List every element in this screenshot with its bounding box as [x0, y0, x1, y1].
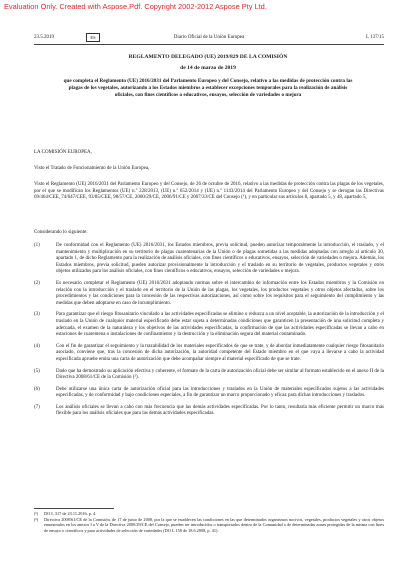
footnote-number: (¹) — [34, 511, 39, 516]
visto-regulation: Visto el Reglamento (UE) 2016/2031 del Parlamento Europeo y del Consejo, de 26 de octubre de 2016, relativo a las medidas de protección contra las plagas de los vegetales, por el que se modifican los Reglamentos (UE) n.º 228/2013, (UE) n.º 652/2014 y (UE) n.º 1143/2014 del Parlamento Europeo y del Consejo y se derogan las Directivas 69/464/CEE, 74/647/CEE, 93/85/CEE, 98/57/CE, 2000/29/CE, 2006/91/CE y 2007/33/CE del Consejo (¹), y en particular sus artículos 8, apartado 5, y 48, apartado 5, — [34, 182, 384, 201]
recital-item — [34, 281, 384, 307]
recital-number: (2) — [34, 280, 40, 286]
recital-number: (4) — [34, 343, 40, 349]
recital-text: Debe utilizarse una única carta de autorización oficial para las introducciones y traslados en la Unión de materiales especificados sujetos a las actividades especificadas, y de conformidad y bajo condiciones especiales, a fin de garantizar un marco proporcionado y eficaz para dichas introducciones y traslados. — [56, 386, 384, 399]
regulation-title: REGLAMENTO DELEGADO (UE) 2019/829 DE LA COMISIÓN — [128, 54, 288, 60]
footnote-item — [34, 517, 384, 534]
recital-number: (3) — [34, 312, 40, 318]
footnote-divider — [34, 508, 114, 509]
recital-text: Para garantizar que el riesgo fitosanitario vinculado a las actividades especificadas se elimine o reduzca a un nivel aceptable, la autorización de la introducción y el traslado en la Unión de cualquier material especificado debe estar sujeta a determinadas condiciones que garanticen la presentación de una solicitud completa y adecuada, el examen de la naturaleza y los objetivos de las actividades especificadas, la confirmación de que las actividades especificadas se llevan a cabo en estaciones de cuarentena o instalaciones de confinamiento y la destrucción y la eliminación segura del material contaminado. — [56, 312, 384, 338]
regulation-date: de 14 de marzo de 2019 — [180, 65, 236, 72]
recitals-list — [34, 243, 384, 423]
footnotes — [34, 511, 384, 533]
recital-item — [34, 312, 384, 338]
recital-item — [34, 369, 384, 382]
evaluation-watermark: Evaluation Only. Created with Aspose.Pdf. Copyright 2002-2012 Aspose Pty Ltd. — [4, 2, 267, 11]
recital-item — [34, 344, 384, 364]
recital-text: De conformidad con el Reglamento (UE) 2016/2031, los Estados miembros, previa solicitud, pueden autorizar temporalmente la introducción, el traslado, y el mantenimiento y multiplicación en su territorio de plagas cuarentenarias de la Unión o de plagas sometidas a las medidas adoptadas con arreglo al artículo 30, apartado 1, de dicho Reglamento para la realización de análisis oficiales, con fines científicos o educativos, ensayos, selección de variedades o mejora. Además, los Estados miembros, previa solicitud, pueden autorizar provisionalmente la introducción y el traslado en su territorio de vegetales, productos vegetales y otros objetos utilizados para los análisis oficiales, con fines científicos o educativos, ensayos, selección de variedades o mejora. — [56, 243, 384, 275]
recital-text: Dado que ha demostrado su aplicación efectiva y coherente, el formato de la carta de autorización oficial debe ser similar al formato establecido en el anexo II de la Directiva 2008/61/CE de la Comisión (²). — [56, 368, 384, 381]
recital-number: (7) — [34, 404, 40, 410]
visto-treaty: Visto el Tratado de Funcionamiento de la Unión Europea, — [34, 166, 150, 171]
considerando-intro: Considerando lo siguiente: — [34, 230, 88, 235]
recital-text: Los análisis oficiales se llevan a cabo con más frecuencia que las demás actividades especificadas. Por lo tanto, resultaría más eficiente permitir un marco más flexible para los análisis oficiales que para las demás actividades especificadas. — [56, 404, 384, 417]
publication-date: 23.5.2019 — [34, 35, 54, 40]
recital-text: Es necesario completar el Reglamento (UE) 2016/2031 adoptando normas sobre el intercambio de información entre los Estados miembros y la Comisión en relación con la introducción y el traslado en el territorio de la Unión de las plagas, los vegetales, los productos vegetales y otros objetos afectados, sobre los procedimientos y las condiciones para la concesión de las respectivas autorizaciones, así como sobre los requisitos para el seguimiento del cumplimiento y las medidas que deben adoptarse en caso de incumplimiento. — [56, 280, 384, 306]
recital-text: Con el fin de garantizar el seguimiento y la trazabilidad de los materiales especificados de que se trate, y de abordar inmediatamente cualquier riesgo fitosanitario asociado, conviene que, tras la concesión de dicha autorización, la autoridad competente del Estado miembro en el que vaya a llevarse a cabo la actividad especificada apruebe emita una carta de autorización que debe acompañar siempre al material especificado de que se trate. — [56, 343, 384, 362]
footnote-text: Directiva 2008/61/CE de la Comisión, de 17 de junio de 2008, por la que se establecen las condiciones en las que determinados organismos nocivos, vegetales, productos vegetales y otros objetos enumerados en los anexos I a V de la Directiva 2000/29/CE del Consejo, pueden ser introducidos o transportados dentro de la Comunidad o de determinadas zonas protegidas de la misma con fines de ensayo o científicos y para actividades de selección de variedades (DO L 158 de 18.6.2008, p. 41). — [44, 516, 384, 533]
recital-number: (1) — [34, 243, 40, 248]
footnote-number: (²) — [34, 516, 39, 522]
regulation-title-block — [60, 54, 356, 99]
journal-name: Diario Oficial de la Unión Europea — [173, 35, 245, 40]
page-header — [34, 32, 384, 44]
recital-item — [34, 243, 384, 276]
recital-number: (6) — [34, 386, 40, 392]
issuing-authority: LA COMISIÓN EUROPEA, — [34, 150, 92, 155]
recital-item — [34, 387, 384, 400]
recital-number: (5) — [34, 368, 40, 374]
language-code-box: ES — [86, 33, 100, 42]
recital-item — [34, 405, 384, 418]
regulation-subject: que completa el Reglamento (UE) 2016/2031 del Parlamento Europeo y del Consejo, relativo a las medidas de protección contra las plagas de los vegetales, autorizando a los Estados miembros a establecer excepciones temporales para la realización de análisis oficiales, con fines científicos o educativos, ensayos, selección de variedades o mejora — [63, 78, 353, 98]
header-divider — [34, 44, 384, 45]
page-reference: L 137/15 — [365, 35, 384, 40]
footnote-text: DO L 317 de 23.11.2016, p. 4. — [44, 511, 97, 516]
